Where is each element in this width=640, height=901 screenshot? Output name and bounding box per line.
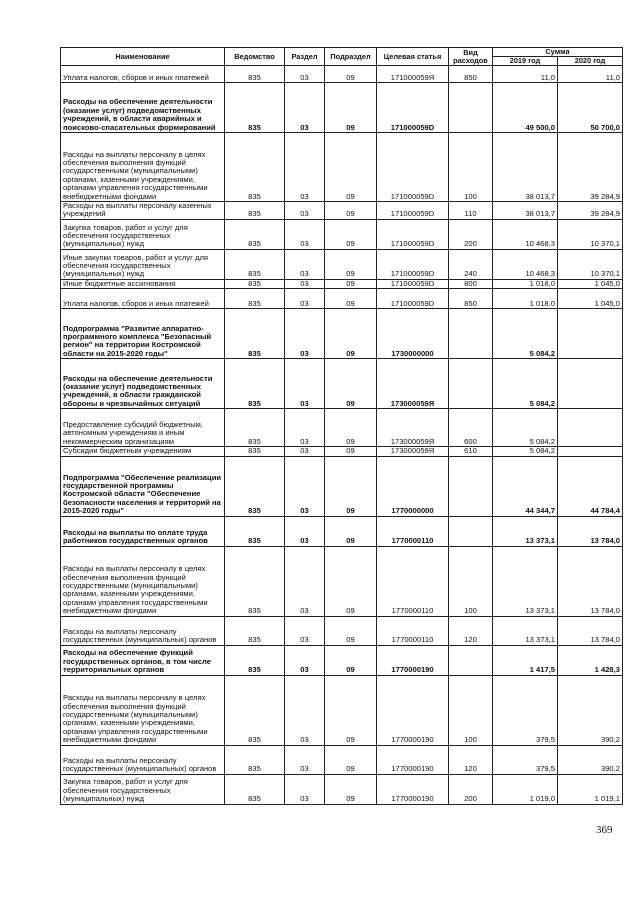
cell-vedomstvo: 835 [225, 133, 285, 202]
cell-sum-2019: 1 019,0 [493, 774, 558, 804]
cell-podrazdel: 09 [325, 409, 377, 447]
cell-podrazdel: 09 [325, 309, 377, 359]
cell-tselevaya-statya: 171000059Я [377, 66, 449, 83]
cell-tselevaya-statya: 171000059D [377, 249, 449, 279]
cell-tselevaya-statya: 1770000110 [377, 516, 449, 546]
cell-sum-2019: 13 373,1 [493, 546, 558, 616]
table-row [61, 774, 623, 804]
cell-podrazdel: 09 [325, 546, 377, 616]
cell-sum-2019: 38 013,7 [493, 133, 558, 202]
header-vid-raskhodov: Вид расходов [449, 48, 493, 66]
cell-sum-2020: 11,0 [558, 66, 623, 83]
cell-vedomstvo: 835 [225, 309, 285, 359]
cell-tselevaya-statya: 1770000110 [377, 616, 449, 645]
cell-podrazdel: 09 [325, 279, 377, 288]
cell-sum-2019: 379,5 [493, 675, 558, 745]
cell-name: Предоставление субсидий бюджетным, автономным учреждениям и иным некоммерческим организациям [61, 409, 225, 447]
cell-podrazdel: 09 [325, 516, 377, 546]
cell-tselevaya-statya: 1770000190 [377, 745, 449, 774]
table-row [61, 447, 623, 456]
table-row [61, 409, 623, 447]
cell-sum-2019: 13 373,1 [493, 516, 558, 546]
cell-podrazdel: 09 [325, 616, 377, 645]
cell-vid-raskhodov: 600 [449, 409, 493, 447]
cell-vedomstvo: 835 [225, 66, 285, 83]
cell-tselevaya-statya: 1770000190 [377, 675, 449, 745]
cell-vid-raskhodov: 200 [449, 219, 493, 249]
cell-podrazdel: 09 [325, 133, 377, 202]
cell-tselevaya-statya: 171000059D [377, 202, 449, 220]
cell-razdel: 03 [285, 83, 325, 133]
cell-sum-2019: 13 373,1 [493, 616, 558, 645]
cell-razdel: 03 [285, 616, 325, 645]
cell-sum-2020: 13 784,0 [558, 546, 623, 616]
cell-razdel: 03 [285, 546, 325, 616]
cell-sum-2020: 1 045,0 [558, 289, 623, 309]
cell-name: Расходы на обеспечение функций государственных органов, в том числе территориальных органов [61, 645, 225, 675]
cell-vedomstvo: 835 [225, 447, 285, 456]
cell-name: Подпрограмма "Обеспечение реализации государственной программы Костромской области "Обеспечение безопасности населения и территорий на 2015-2020 годы" [61, 456, 225, 516]
cell-name: Расходы на выплаты персоналу в целях обеспечения выполнения функций государственными (муниципальными) органами, казенными учреждениями, органами управления государственными внебюджетными фондами [61, 675, 225, 745]
cell-vedomstvo: 835 [225, 645, 285, 675]
cell-sum-2020 [558, 359, 623, 409]
cell-vid-raskhodov: 850 [449, 289, 493, 309]
cell-vedomstvo: 835 [225, 675, 285, 745]
cell-tselevaya-statya: 1770000190 [377, 774, 449, 804]
cell-tselevaya-statya: 173000059Я [377, 359, 449, 409]
cell-sum-2019: 1 018,0 [493, 279, 558, 288]
table-row [61, 546, 623, 616]
cell-razdel: 03 [285, 409, 325, 447]
cell-sum-2020: 10 370,1 [558, 249, 623, 279]
cell-vedomstvo: 835 [225, 83, 285, 133]
cell-razdel: 03 [285, 279, 325, 288]
cell-sum-2020 [558, 409, 623, 447]
cell-vid-raskhodov [449, 516, 493, 546]
cell-podrazdel: 09 [325, 249, 377, 279]
cell-sum-2020 [558, 447, 623, 456]
cell-podrazdel: 09 [325, 202, 377, 220]
cell-sum-2020: 39 284,9 [558, 133, 623, 202]
header-razdel: Раздел [285, 48, 325, 66]
cell-vedomstvo: 835 [225, 279, 285, 288]
table-row [61, 249, 623, 279]
table-row [61, 616, 623, 645]
cell-name: Иные бюджетные ассигнования [61, 279, 225, 288]
cell-sum-2020: 13 784,0 [558, 516, 623, 546]
header-name: Наименование [61, 48, 225, 66]
cell-razdel: 03 [285, 456, 325, 516]
cell-name: Закупка товаров, работ и услуг для обеспечения государственных (муниципальных) нужд [61, 219, 225, 249]
table-row [61, 745, 623, 774]
cell-name: Расходы на выплаты персоналу государственных (муниципальных) органов [61, 616, 225, 645]
cell-sum-2019: 5 084,2 [493, 409, 558, 447]
cell-sum-2019: 1 018,0 [493, 289, 558, 309]
cell-vedomstvo: 835 [225, 774, 285, 804]
cell-razdel: 03 [285, 219, 325, 249]
cell-tselevaya-statya: 173000059Я [377, 409, 449, 447]
cell-name: Расходы на выплаты персоналу в целях обеспечения выполнения функций государственными (муниципальными) органами, казенными учреждениями, органами управления государственными внебюджетными фондами [61, 133, 225, 202]
cell-podrazdel: 09 [325, 675, 377, 745]
cell-razdel: 03 [285, 66, 325, 83]
cell-razdel: 03 [285, 309, 325, 359]
cell-vedomstvo: 835 [225, 409, 285, 447]
cell-vid-raskhodov: 800 [449, 279, 493, 288]
cell-vid-raskhodov [449, 645, 493, 675]
cell-podrazdel: 09 [325, 359, 377, 409]
cell-vedomstvo: 835 [225, 202, 285, 220]
cell-sum-2020 [558, 309, 623, 359]
header-year-2020: 2020 год [558, 57, 623, 66]
cell-vedomstvo: 835 [225, 516, 285, 546]
table-row [61, 309, 623, 359]
table-row [61, 202, 623, 220]
cell-sum-2020: 13 784,0 [558, 616, 623, 645]
cell-razdel: 03 [285, 447, 325, 456]
cell-sum-2020: 390,2 [558, 675, 623, 745]
cell-tselevaya-statya: 1770000000 [377, 456, 449, 516]
cell-podrazdel: 09 [325, 745, 377, 774]
cell-sum-2020: 39 284,9 [558, 202, 623, 220]
cell-vid-raskhodov: 100 [449, 546, 493, 616]
cell-name: Расходы на выплаты персоналу казенных учреждений [61, 202, 225, 220]
cell-podrazdel: 09 [325, 774, 377, 804]
cell-razdel: 03 [285, 249, 325, 279]
cell-razdel: 03 [285, 359, 325, 409]
cell-vedomstvo: 835 [225, 289, 285, 309]
cell-name: Подпрограмма "Развитие аппаратно-программного комплекса "Безопасный регион" на территории Костромской области на 2015-2020 годы" [61, 309, 225, 359]
cell-name: Расходы на выплаты персоналу государственных (муниципальных) органов [61, 745, 225, 774]
cell-sum-2020: 1 045,0 [558, 279, 623, 288]
cell-vid-raskhodov: 100 [449, 675, 493, 745]
cell-vedomstvo: 835 [225, 546, 285, 616]
table-header [61, 48, 623, 66]
cell-name: Расходы на выплаты персоналу в целях обеспечения выполнения функций государственными (муниципальными) органами, казенными учреждениями, органами управления государственными внебюджетными фондами [61, 546, 225, 616]
cell-vid-raskhodov: 850 [449, 66, 493, 83]
table-row [61, 133, 623, 202]
cell-razdel: 03 [285, 202, 325, 220]
cell-name: Расходы на обеспечение деятельности (оказание услуг) подведомственных учреждений, в области гражданской обороны и чрезвычайных ситуаций [61, 359, 225, 409]
cell-vid-raskhodov [449, 456, 493, 516]
page-number: 369 [596, 824, 613, 836]
cell-razdel: 03 [285, 774, 325, 804]
header-year-2019: 2019 год [493, 57, 558, 66]
cell-sum-2019: 49 500,0 [493, 83, 558, 133]
cell-vid-raskhodov: 120 [449, 745, 493, 774]
table-row [61, 675, 623, 745]
cell-tselevaya-statya: 171000059D [377, 219, 449, 249]
table-row [61, 645, 623, 675]
cell-podrazdel: 09 [325, 219, 377, 249]
budget-table [60, 47, 623, 805]
cell-sum-2019: 10 468,3 [493, 219, 558, 249]
table-row [61, 359, 623, 409]
cell-sum-2020: 1 428,3 [558, 645, 623, 675]
cell-name: Расходы на выплаты по оплате труда работников государственных органов [61, 516, 225, 546]
table-row [61, 219, 623, 249]
cell-name: Иные закупки товаров, работ и услуг для обеспечения государственных (муниципальных) нужд [61, 249, 225, 279]
table-row [61, 289, 623, 309]
cell-vid-raskhodov: 240 [449, 249, 493, 279]
cell-sum-2019: 5 084,2 [493, 309, 558, 359]
cell-vedomstvo: 835 [225, 616, 285, 645]
cell-tselevaya-statya: 171000059D [377, 289, 449, 309]
cell-vedomstvo: 835 [225, 219, 285, 249]
header-vedomstvo: Ведомство [225, 48, 285, 66]
cell-podrazdel: 09 [325, 66, 377, 83]
cell-vid-raskhodov [449, 359, 493, 409]
cell-name: Уплата налогов, сборов и иных платежей [61, 66, 225, 83]
cell-vedomstvo: 835 [225, 359, 285, 409]
cell-vid-raskhodov: 200 [449, 774, 493, 804]
cell-sum-2020: 10 370,1 [558, 219, 623, 249]
cell-razdel: 03 [285, 289, 325, 309]
cell-vedomstvo: 835 [225, 249, 285, 279]
cell-name: Закупка товаров, работ и услуг для обеспечения государственных (муниципальных) нужд [61, 774, 225, 804]
table-row [61, 66, 623, 83]
cell-razdel: 03 [285, 645, 325, 675]
cell-tselevaya-statya: 1730000000 [377, 309, 449, 359]
cell-tselevaya-statya: 173000059Я [377, 447, 449, 456]
header-tselevaya-statya: Целевая статья [377, 48, 449, 66]
cell-razdel: 03 [285, 675, 325, 745]
budget-table-sheet [60, 47, 622, 805]
cell-vid-raskhodov: 100 [449, 133, 493, 202]
cell-podrazdel: 09 [325, 289, 377, 309]
cell-tselevaya-statya: 1770000190 [377, 645, 449, 675]
table-row [61, 456, 623, 516]
cell-sum-2019: 44 344,7 [493, 456, 558, 516]
cell-name: Уплата налогов, сборов и иных платежей [61, 289, 225, 309]
cell-sum-2019: 1 417,5 [493, 645, 558, 675]
table-row [61, 279, 623, 288]
cell-sum-2019: 11,0 [493, 66, 558, 83]
cell-vedomstvo: 835 [225, 456, 285, 516]
cell-sum-2019: 38 013,7 [493, 202, 558, 220]
cell-sum-2019: 5 084,2 [493, 359, 558, 409]
cell-sum-2019: 5 084,2 [493, 447, 558, 456]
cell-vid-raskhodov: 120 [449, 616, 493, 645]
cell-sum-2019: 10 468,3 [493, 249, 558, 279]
cell-vid-raskhodov: 110 [449, 202, 493, 220]
cell-vid-raskhodov [449, 309, 493, 359]
cell-sum-2020: 390,2 [558, 745, 623, 774]
cell-name: Расходы на обеспечение деятельности (оказание услуг) подведомственных учреждений, в области аварийных и поисково-спасательных формирований [61, 83, 225, 133]
cell-podrazdel: 09 [325, 447, 377, 456]
cell-razdel: 03 [285, 516, 325, 546]
cell-tselevaya-statya: 1770000110 [377, 546, 449, 616]
cell-razdel: 03 [285, 133, 325, 202]
cell-vid-raskhodov: 610 [449, 447, 493, 456]
table-row [61, 516, 623, 546]
cell-vid-raskhodov [449, 83, 493, 133]
cell-podrazdel: 09 [325, 83, 377, 133]
cell-sum-2020: 1 019,1 [558, 774, 623, 804]
table-body [61, 66, 623, 805]
header-podrazdel: Подраздел [325, 48, 377, 66]
cell-sum-2019: 379,5 [493, 745, 558, 774]
cell-razdel: 03 [285, 745, 325, 774]
cell-sum-2020: 44 784,4 [558, 456, 623, 516]
cell-podrazdel: 09 [325, 645, 377, 675]
cell-tselevaya-statya: 171000059D [377, 279, 449, 288]
cell-tselevaya-statya: 171000059D [377, 133, 449, 202]
header-summa: Сумма [493, 48, 623, 57]
table-row [61, 83, 623, 133]
cell-name: Субсидии бюджетным учреждениям [61, 447, 225, 456]
cell-vedomstvo: 835 [225, 745, 285, 774]
cell-tselevaya-statya: 171000059D [377, 83, 449, 133]
cell-podrazdel: 09 [325, 456, 377, 516]
cell-sum-2020: 50 700,0 [558, 83, 623, 133]
